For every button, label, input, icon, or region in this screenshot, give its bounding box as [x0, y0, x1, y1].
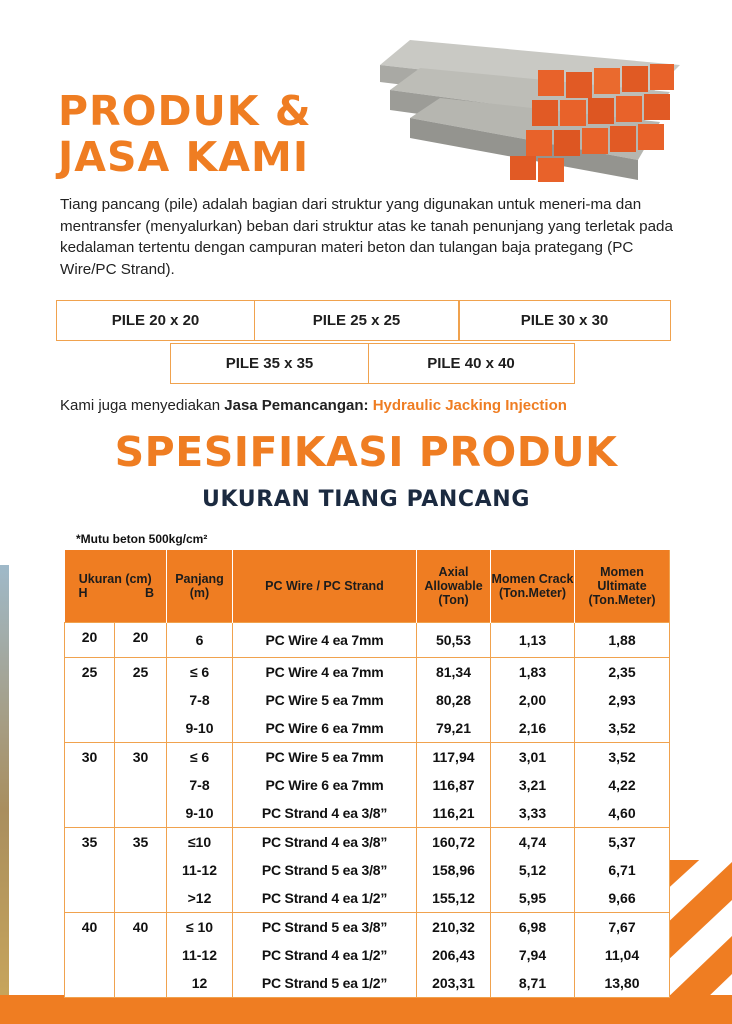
side-photo-strip — [0, 565, 9, 1010]
cell-b: 20 — [115, 623, 167, 658]
intro-paragraph: Tiang pancang (pile) adalah bagian dari struktur yang digunakan untuk meneri-ma dan mentransfer (menyalurkan) beban dari struktur atas ke tanah penunjang yang terletak pada kedalaman tertentu dengan campuran materi beton dan tulangan baja prategang (PC Wire/PC Strand). — [60, 196, 673, 278]
cell-length: >12 — [167, 884, 233, 913]
cell-ultimate: 4,22 — [575, 771, 670, 799]
cell-length: ≤ 6 — [167, 743, 233, 772]
cell-crack: 6,98 — [491, 913, 575, 942]
header-size — [65, 550, 167, 623]
cell-ultimate: 5,37 — [575, 828, 670, 857]
piles-stack-illustration — [380, 40, 680, 182]
cell-h: 25 — [65, 658, 115, 743]
table-row — [65, 658, 670, 687]
cell-wire: PC Strand 5 ea 3/8” — [233, 856, 417, 884]
cell-wire: PC Strand 4 ea 3/8” — [233, 828, 417, 857]
cell-ultimate: 3,52 — [575, 743, 670, 772]
cell-length: 12 — [167, 969, 233, 998]
header-b: B — [144, 586, 154, 600]
cell-wire: PC Wire 6 ea 7mm — [233, 771, 417, 799]
cell-h: 20 — [65, 623, 115, 658]
header-ultimate: Momen Ultimate (Ton.Meter) — [575, 550, 670, 623]
cell-ultimate: 1,88 — [575, 623, 670, 658]
cell-axial: 117,94 — [417, 743, 491, 772]
cell-b: 35 — [115, 828, 167, 913]
cell-length: ≤10 — [167, 828, 233, 857]
cell-wire: PC Strand 4 ea 3/8” — [233, 799, 417, 828]
concrete-piles-image — [380, 20, 680, 190]
cell-axial: 160,72 — [417, 828, 491, 857]
cell-axial: 116,21 — [417, 799, 491, 828]
title-line-1: PRODUK & — [58, 87, 312, 135]
cell-crack: 2,16 — [491, 714, 575, 743]
cell-ultimate: 13,80 — [575, 969, 670, 998]
cell-ultimate: 3,52 — [575, 714, 670, 743]
cell-b: 25 — [115, 658, 167, 743]
cell-length: ≤ 6 — [167, 658, 233, 687]
cell-wire: PC Strand 5 ea 1/2” — [233, 969, 417, 998]
cell-wire: PC Wire 4 ea 7mm — [233, 658, 417, 687]
cell-ultimate: 7,67 — [575, 913, 670, 942]
service-label: Jasa Pemancangan: — [224, 397, 369, 414]
cell-wire: PC Wire 6 ea 7mm — [233, 714, 417, 743]
cell-h: 35 — [65, 828, 115, 913]
cell-length: 11-12 — [167, 856, 233, 884]
cell-crack: 3,21 — [491, 771, 575, 799]
table-row — [65, 913, 670, 942]
cell-crack: 8,71 — [491, 969, 575, 998]
pile-size-cell: PILE 25 x 25 — [254, 300, 460, 341]
cell-h: 40 — [65, 913, 115, 998]
title-line-2: JASA KAMI — [58, 133, 310, 181]
service-line — [60, 397, 567, 414]
cell-crack: 5,12 — [491, 856, 575, 884]
cell-ultimate: 11,04 — [575, 941, 670, 969]
cell-h: 30 — [65, 743, 115, 828]
cell-axial: 206,43 — [417, 941, 491, 969]
concrete-grade-note: *Mutu beton 500kg/cm² — [76, 532, 208, 546]
pile-size-cell: PILE 20 x 20 — [56, 300, 255, 341]
header-length: Panjang (m) — [167, 550, 233, 623]
cell-axial: 79,21 — [417, 714, 491, 743]
cell-crack: 3,01 — [491, 743, 575, 772]
header-wire: PC Wire / PC Strand — [233, 550, 417, 623]
spec-table — [64, 550, 670, 998]
cell-length: ≤ 10 — [167, 913, 233, 942]
cell-wire: PC Wire 5 ea 7mm — [233, 743, 417, 772]
cell-length: 7-8 — [167, 771, 233, 799]
header-axial: Axial Allowable (Ton) — [417, 550, 491, 623]
pile-size-cell: PILE 40 x 40 — [368, 343, 575, 384]
pile-sizes-row-1 — [56, 300, 671, 341]
cell-ultimate: 4,60 — [575, 799, 670, 828]
pile-size-cell: PILE 30 x 30 — [458, 300, 671, 341]
cell-axial: 50,53 — [417, 623, 491, 658]
cell-ultimate: 6,71 — [575, 856, 670, 884]
cell-crack: 4,74 — [491, 828, 575, 857]
pile-size-cell: PILE 35 x 35 — [170, 343, 369, 384]
cell-b: 40 — [115, 913, 167, 998]
spec-title: SPESIFIKASI PRODUK — [114, 428, 618, 476]
spec-subtitle: UKURAN TIANG PANCANG — [202, 487, 530, 512]
cell-crack: 1,83 — [491, 658, 575, 687]
cell-crack: 7,94 — [491, 941, 575, 969]
cell-wire: PC Strand 5 ea 3/8” — [233, 913, 417, 942]
table-row — [65, 828, 670, 857]
cell-axial: 158,96 — [417, 856, 491, 884]
cell-axial: 81,34 — [417, 658, 491, 687]
cell-crack: 1,13 — [491, 623, 575, 658]
cell-wire: PC Wire 5 ea 7mm — [233, 686, 417, 714]
cell-length: 11-12 — [167, 941, 233, 969]
cell-crack: 5,95 — [491, 884, 575, 913]
page-title — [58, 88, 312, 180]
table-row — [65, 743, 670, 772]
cell-ultimate: 2,93 — [575, 686, 670, 714]
header-h: H — [78, 586, 88, 600]
cell-axial: 155,12 — [417, 884, 491, 913]
cell-crack: 3,33 — [491, 799, 575, 828]
pile-sizes-row-2 — [170, 343, 575, 384]
header-size-label: Ukuran (cm) — [78, 572, 152, 586]
cell-wire: PC Strand 4 ea 1/2” — [233, 884, 417, 913]
cell-wire: PC Strand 4 ea 1/2” — [233, 941, 417, 969]
service-value: Hydraulic Jacking Injection — [372, 397, 567, 414]
cell-axial: 210,32 — [417, 913, 491, 942]
header-crack: Momen Crack (Ton.Meter) — [491, 550, 575, 623]
bottom-orange-band — [0, 995, 732, 1024]
cell-axial: 80,28 — [417, 686, 491, 714]
cell-ultimate: 2,35 — [575, 658, 670, 687]
cell-b: 30 — [115, 743, 167, 828]
spec-table-body — [65, 623, 670, 998]
table-row — [65, 623, 670, 658]
cell-length: 9-10 — [167, 799, 233, 828]
cell-wire: PC Wire 4 ea 7mm — [233, 623, 417, 658]
cell-crack: 2,00 — [491, 686, 575, 714]
service-prefix: Kami juga menyediakan — [60, 397, 221, 414]
cell-ultimate: 9,66 — [575, 884, 670, 913]
cell-length: 6 — [167, 623, 233, 658]
cell-axial: 203,31 — [417, 969, 491, 998]
table-header-row — [65, 550, 670, 623]
cell-length: 7-8 — [167, 686, 233, 714]
cell-axial: 116,87 — [417, 771, 491, 799]
cell-length: 9-10 — [167, 714, 233, 743]
